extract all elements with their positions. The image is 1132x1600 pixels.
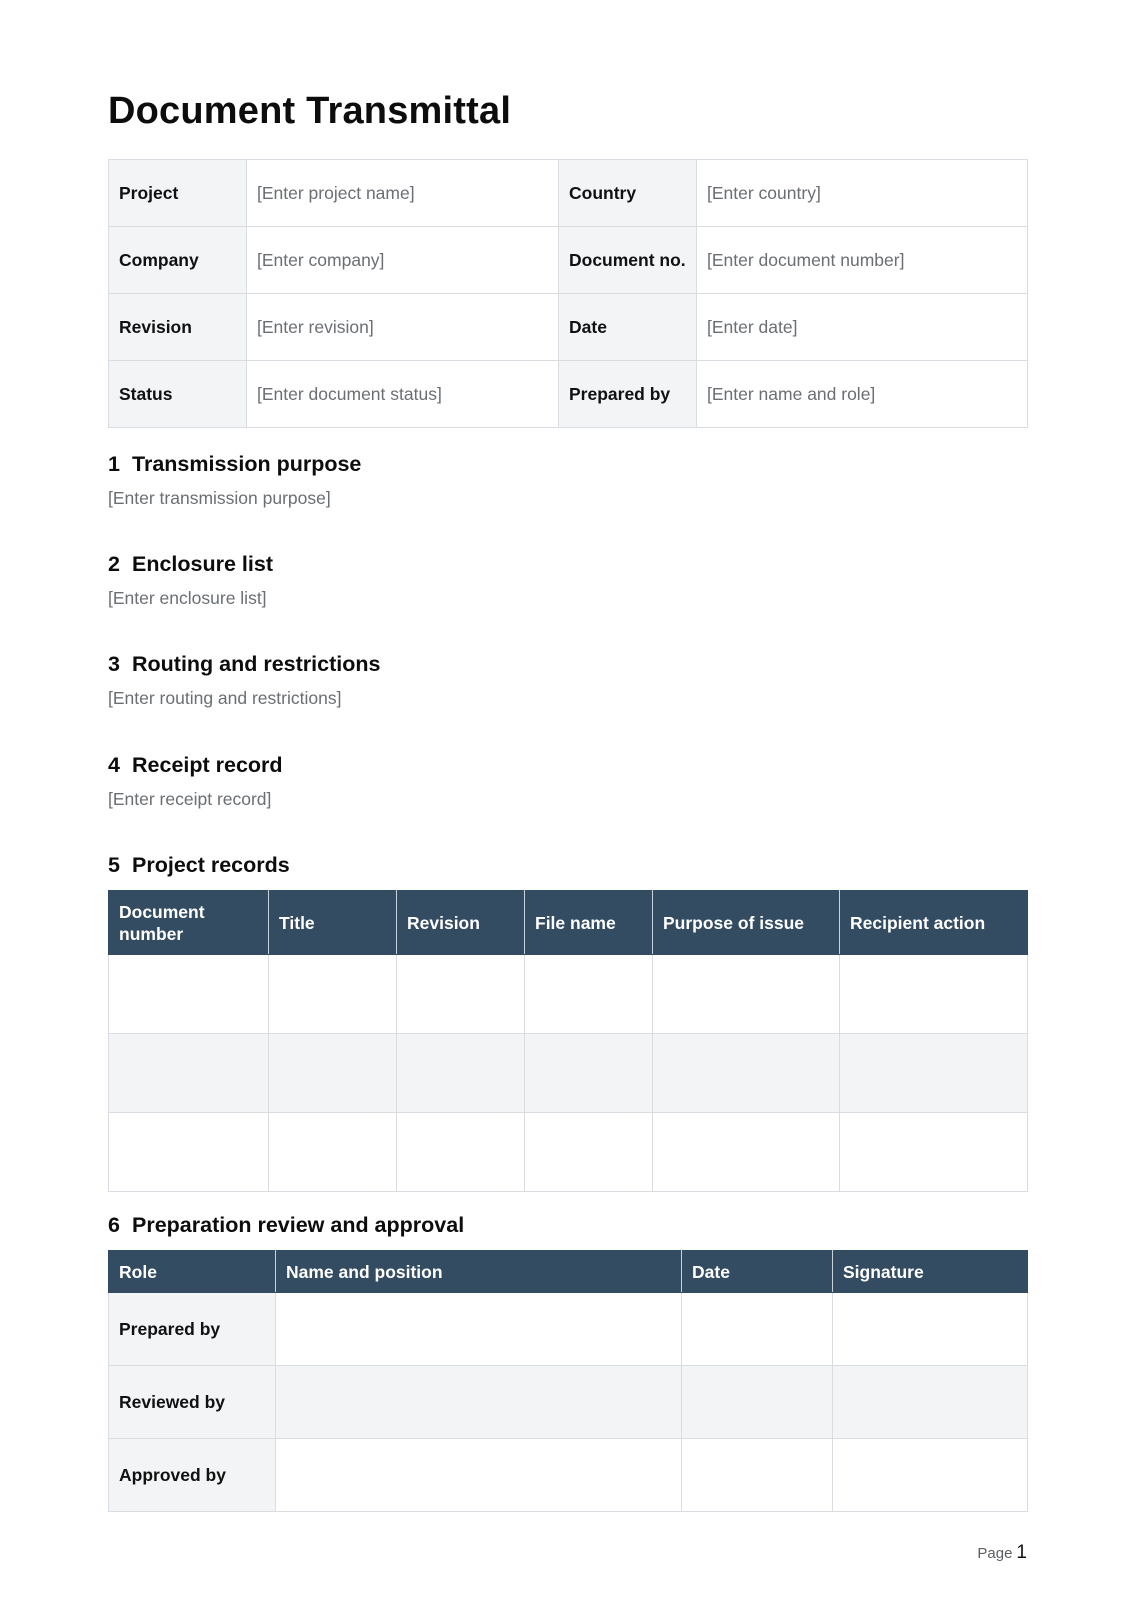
table-cell[interactable] [397, 955, 525, 1034]
section-project-records [108, 851, 1027, 879]
table-cell[interactable] [109, 1034, 269, 1113]
column-header: Recipient action [840, 891, 1028, 955]
table-header-row [109, 891, 1028, 955]
name-position-cell[interactable] [276, 1366, 682, 1439]
receipt-record-field[interactable]: [Enter receipt record] [108, 789, 272, 809]
info-row [109, 227, 1028, 294]
table-row [109, 1366, 1028, 1439]
section-heading [108, 751, 1027, 779]
column-header: Name and position [276, 1251, 682, 1293]
section-number: 3 [108, 652, 120, 676]
table-cell[interactable] [840, 955, 1028, 1034]
transmission-purpose-field[interactable]: [Enter transmission purpose] [108, 488, 331, 508]
table-row [109, 955, 1028, 1034]
table-cell[interactable] [840, 1113, 1028, 1192]
date-cell[interactable] [682, 1366, 833, 1439]
section-heading [108, 851, 1027, 879]
page-number: 1 [1016, 1542, 1027, 1563]
info-label-status: Status [109, 361, 247, 428]
status-field[interactable]: [Enter document status] [247, 361, 559, 428]
section-number: 5 [108, 853, 120, 877]
info-label-country: Country [559, 160, 697, 227]
info-label-revision: Revision [109, 294, 247, 361]
table-header-row [109, 1251, 1028, 1293]
table-cell[interactable] [525, 1113, 653, 1192]
column-header: Role [109, 1251, 276, 1293]
table-cell[interactable] [109, 955, 269, 1034]
section-number: 6 [108, 1213, 120, 1237]
table-row [109, 1034, 1028, 1113]
document-number-field[interactable]: [Enter document number] [697, 227, 1028, 294]
date-cell[interactable] [682, 1439, 833, 1512]
routing-restrictions-field[interactable]: [Enter routing and restrictions] [108, 688, 342, 708]
page-footer [977, 1542, 1027, 1564]
page-title: Document Transmittal [108, 90, 512, 132]
column-header: File name [525, 891, 653, 955]
signature-cell[interactable] [833, 1293, 1028, 1366]
section-number: 2 [108, 552, 120, 576]
table-cell[interactable] [653, 955, 840, 1034]
name-position-cell[interactable] [276, 1439, 682, 1512]
info-row [109, 294, 1028, 361]
column-header: Date [682, 1251, 833, 1293]
section-review-approval [108, 1211, 1027, 1239]
table-cell[interactable] [269, 1034, 397, 1113]
table-cell[interactable] [653, 1113, 840, 1192]
section-receipt-record [108, 751, 1027, 811]
date-field[interactable]: [Enter date] [697, 294, 1028, 361]
date-cell[interactable] [682, 1293, 833, 1366]
enclosure-list-field[interactable]: [Enter enclosure list] [108, 588, 267, 608]
column-header: Revision [397, 891, 525, 955]
column-header: Title [269, 891, 397, 955]
section-number: 4 [108, 753, 120, 777]
section-title: Transmission purpose [132, 452, 362, 476]
column-header: Document number [109, 891, 269, 955]
section-title: Preparation review and approval [132, 1213, 465, 1237]
section-heading [108, 1211, 1027, 1239]
section-heading [108, 650, 1027, 678]
project-field[interactable]: [Enter project name] [247, 160, 559, 227]
info-row [109, 361, 1028, 428]
approval-table [108, 1250, 1028, 1512]
revision-field[interactable]: [Enter revision] [247, 294, 559, 361]
info-table [108, 159, 1028, 428]
table-cell[interactable] [269, 955, 397, 1034]
role-label: Reviewed by [109, 1366, 276, 1439]
prepared-by-field[interactable]: [Enter name and role] [697, 361, 1028, 428]
info-label-prepared-by: Prepared by [559, 361, 697, 428]
table-cell[interactable] [109, 1113, 269, 1192]
info-label-date: Date [559, 294, 697, 361]
section-routing-restrictions [108, 650, 1027, 710]
role-label: Prepared by [109, 1293, 276, 1366]
table-cell[interactable] [397, 1113, 525, 1192]
table-row [109, 1293, 1028, 1366]
info-row [109, 160, 1028, 227]
table-cell[interactable] [525, 1034, 653, 1113]
info-label-company: Company [109, 227, 247, 294]
name-position-cell[interactable] [276, 1293, 682, 1366]
section-title: Project records [132, 853, 290, 877]
info-label-project: Project [109, 160, 247, 227]
table-row [109, 1439, 1028, 1512]
section-number: 1 [108, 452, 120, 476]
role-label: Approved by [109, 1439, 276, 1512]
signature-cell[interactable] [833, 1439, 1028, 1512]
section-transmission-purpose [108, 450, 1027, 510]
section-title: Receipt record [132, 753, 283, 777]
section-title: Enclosure list [132, 552, 273, 576]
column-header: Signature [833, 1251, 1028, 1293]
project-records-table [108, 890, 1028, 1192]
section-heading [108, 550, 1027, 578]
table-cell[interactable] [840, 1034, 1028, 1113]
column-header: Purpose of issue [653, 891, 840, 955]
table-cell[interactable] [397, 1034, 525, 1113]
page-label: Page [977, 1545, 1013, 1562]
info-label-document-no: Document no. [559, 227, 697, 294]
table-row [109, 1113, 1028, 1192]
table-cell[interactable] [653, 1034, 840, 1113]
table-cell[interactable] [525, 955, 653, 1034]
section-enclosure-list [108, 550, 1027, 610]
company-field[interactable]: [Enter company] [247, 227, 559, 294]
signature-cell[interactable] [833, 1366, 1028, 1439]
table-cell[interactable] [269, 1113, 397, 1192]
country-field[interactable]: [Enter country] [697, 160, 1028, 227]
section-title: Routing and restrictions [132, 652, 381, 676]
section-heading [108, 450, 1027, 478]
